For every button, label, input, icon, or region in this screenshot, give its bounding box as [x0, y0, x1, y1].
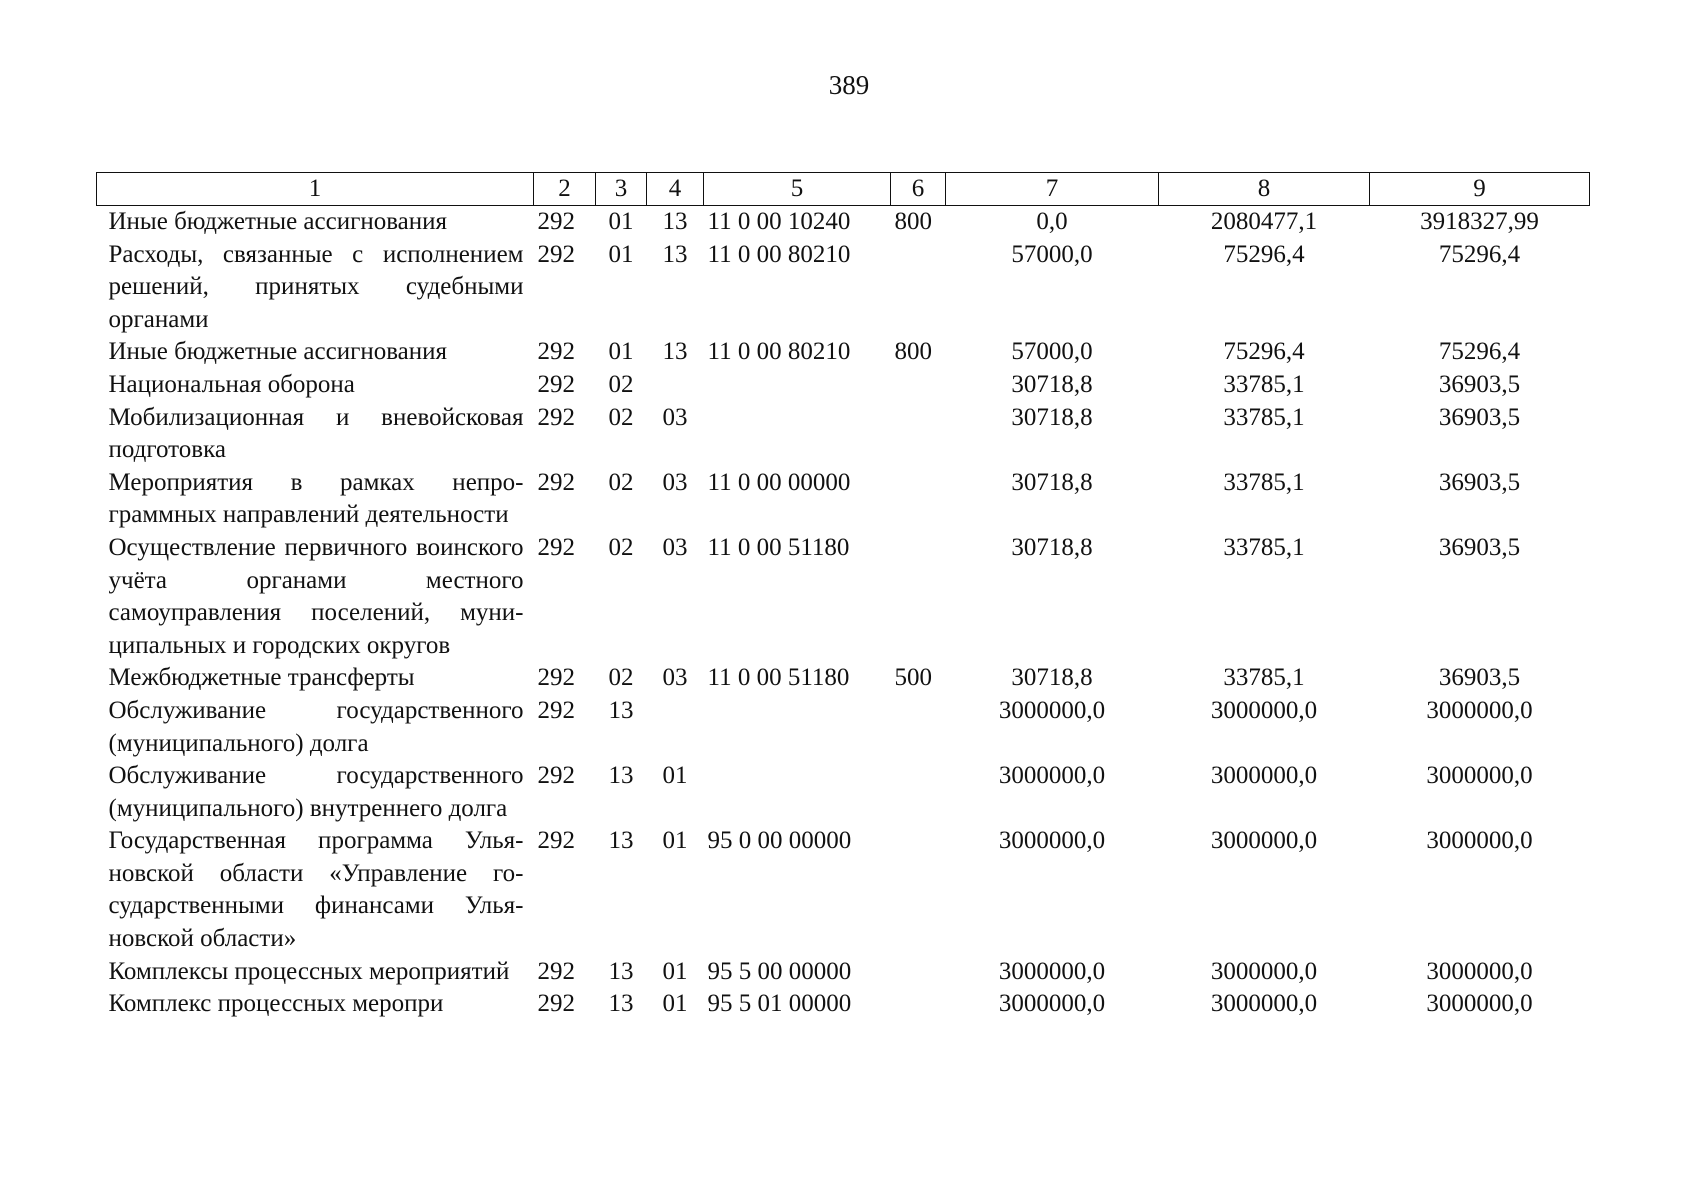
row-expense-type-cell: 800: [894, 338, 932, 366]
row-amount-col8-cell: 33785,1: [1223, 370, 1305, 398]
row-expense-type-cell: [891, 760, 946, 825]
row-amount-col8-cell: 3000000,0: [1210, 827, 1318, 855]
row-amount-col8-cell: 33785,1: [1223, 664, 1305, 692]
row-section-cell: 13: [608, 990, 634, 1018]
table-header-row: [97, 173, 1590, 206]
row-amount-col9-cell: 36903,5: [1438, 468, 1521, 496]
row-amount-col8-cell: 3000000,0: [1210, 957, 1318, 985]
table-row: [97, 402, 1590, 467]
row-amount-col9-cell: 75296,4: [1438, 338, 1521, 366]
row-expense-type-cell: [891, 467, 946, 532]
table-row: [97, 695, 1590, 760]
table-row: [97, 206, 1590, 239]
row-subsection-cell: 13: [662, 208, 688, 235]
row-amount-col9-cell: 36903,5: [1438, 403, 1521, 431]
row-subsection-cell: 03: [662, 468, 688, 496]
row-subsection-cell: 13: [662, 338, 688, 366]
row-section-cell: 01: [608, 208, 634, 235]
row-amount-col7-cell: 30718,8: [1011, 403, 1093, 431]
row-target-article-cell: [704, 369, 891, 402]
row-subsection-cell: 03: [662, 533, 688, 561]
row-amount-col7-cell: 3000000,0: [998, 696, 1106, 724]
row-name-cell: Иные бюджетные ассигнования: [108, 208, 448, 235]
row-expense-type-cell: [891, 402, 946, 467]
budget-table: [96, 172, 1590, 1021]
row-target-article-cell: 11 0 00 51180: [707, 533, 850, 561]
row-name-cell: Межбюджетные трансферты: [108, 664, 415, 692]
page-number: 389: [828, 70, 870, 100]
header-cell: 5: [704, 173, 891, 206]
row-target-article-cell: 11 0 00 80210: [707, 338, 851, 366]
row-name-cell: Иные бюджетные ассигнования: [108, 338, 448, 366]
header-cell: 9: [1370, 173, 1590, 206]
table-row: [97, 239, 1590, 337]
row-section-cell: 02: [608, 403, 634, 431]
row-section-cell: 01: [608, 240, 634, 268]
row-amount-col9-cell: 36903,5: [1438, 664, 1521, 692]
row-section-cell: 02: [608, 370, 634, 398]
row-code-cell: 292: [537, 240, 575, 268]
header-cell: 2: [534, 173, 596, 206]
row-amount-col9-cell: 3000000,0: [1426, 990, 1533, 1018]
row-target-article-cell: 11 0 00 00000: [707, 468, 851, 496]
header-cell: 8: [1159, 173, 1370, 206]
table-row: [97, 369, 1590, 402]
row-section-cell: 01: [608, 338, 634, 366]
row-subsection-cell: 03: [662, 664, 688, 692]
row-amount-col8-cell: 3000000,0: [1210, 696, 1318, 724]
row-amount-col8-cell: 75296,4: [1223, 240, 1305, 268]
row-section-cell: 13: [608, 827, 634, 855]
row-section-cell: 02: [608, 468, 634, 496]
header-cell: 3: [596, 173, 647, 206]
row-amount-col9-cell: 36903,5: [1438, 533, 1521, 561]
row-section-cell: 13: [608, 957, 634, 985]
row-expense-type-cell: [891, 239, 946, 337]
row-amount-col8-cell: 2080477,1: [1210, 208, 1318, 235]
header-cell: 1: [97, 173, 534, 206]
row-code-cell: 292: [537, 208, 575, 235]
row-code-cell: 292: [537, 762, 575, 790]
row-target-article-cell: [704, 760, 891, 825]
row-code-cell: 292: [537, 338, 575, 366]
row-amount-col7-cell: 3000000,0: [998, 762, 1106, 790]
row-section-cell: 02: [608, 533, 634, 561]
table-row: [97, 956, 1590, 989]
row-expense-type-cell: 500: [894, 664, 932, 692]
row-code-cell: 292: [537, 403, 575, 431]
row-expense-type-cell: [891, 695, 946, 760]
row-subsection-cell: 01: [662, 827, 688, 855]
row-target-article-cell: 95 5 01 00000: [707, 990, 852, 1018]
table-row: [97, 825, 1590, 955]
table-row: [97, 532, 1590, 662]
table-row: [97, 988, 1590, 1021]
row-code-cell: 292: [537, 533, 575, 561]
row-target-article-cell: 11 0 00 80210: [707, 240, 851, 268]
header-cell: 7: [946, 173, 1159, 206]
row-subsection-cell: 13: [662, 240, 688, 268]
row-amount-col8-cell: 75296,4: [1223, 338, 1305, 366]
row-amount-col9-cell: 36903,5: [1438, 370, 1521, 398]
table-row: [97, 760, 1590, 825]
row-subsection-cell: 01: [662, 762, 688, 790]
row-code-cell: 292: [537, 696, 575, 724]
row-amount-col9-cell: 75296,4: [1438, 240, 1521, 268]
header-cell: 6: [891, 173, 946, 206]
row-amount-col9-cell: 3000000,0: [1426, 762, 1533, 790]
row-expense-type-cell: [891, 532, 946, 662]
row-expense-type-cell: [891, 956, 946, 989]
row-expense-type-cell: [891, 988, 946, 1021]
row-expense-type-cell: [891, 369, 946, 402]
row-target-article-cell: 95 0 00 00000: [707, 827, 852, 855]
table-body: [97, 206, 1590, 1021]
row-name-cell: Обслуживание государственного (муниципального) внутреннего долга: [108, 762, 524, 822]
row-subsection-cell: 01: [662, 957, 688, 985]
row-target-article-cell: [704, 695, 891, 760]
row-amount-col8-cell: 33785,1: [1223, 403, 1305, 431]
row-amount-col7-cell: 0,0: [1036, 208, 1068, 235]
row-name-cell: Мобилизационная и вневойсковая подготовка: [108, 403, 524, 464]
row-amount-col8-cell: 33785,1: [1223, 468, 1305, 496]
row-target-article-cell: 11 0 00 51180: [707, 664, 850, 692]
row-code-cell: 292: [537, 468, 575, 496]
row-subsection-cell: [647, 369, 704, 402]
row-subsection-cell: [647, 695, 704, 760]
row-code-cell: 292: [537, 370, 575, 398]
row-code-cell: 292: [537, 827, 575, 855]
row-subsection-cell: 01: [662, 990, 688, 1018]
row-amount-col8-cell: 3000000,0: [1210, 762, 1318, 790]
row-amount-col7-cell: 3000000,0: [998, 990, 1106, 1018]
row-amount-col7-cell: 30718,8: [1011, 533, 1093, 561]
row-name-cell: Мероприятия в рамках непрограммных направлений деятельности: [108, 468, 524, 529]
row-amount-col7-cell: 3000000,0: [998, 957, 1106, 985]
row-amount-col9-cell: 3000000,0: [1426, 696, 1533, 724]
row-code-cell: 292: [537, 664, 575, 692]
row-name-cell: Осуществление первичного воинского учёта органами местного самоуправления поселений, муниципальных и городских округов: [108, 533, 524, 659]
row-amount-col9-cell: 3000000,0: [1426, 957, 1533, 985]
row-amount-col7-cell: 57000,0: [1011, 338, 1093, 366]
row-amount-col8-cell: 33785,1: [1223, 533, 1305, 561]
row-name-cell: Обслуживание государственного (муниципального) долга: [108, 696, 524, 757]
row-amount-col7-cell: 57000,0: [1011, 240, 1093, 268]
row-amount-col9-cell: 3000000,0: [1426, 827, 1533, 855]
row-target-article-cell: [704, 402, 891, 467]
row-amount-col7-cell: 30718,8: [1011, 468, 1093, 496]
row-name-cell: Комплекс процессных меропри: [108, 990, 444, 1018]
row-amount-col7-cell: 3000000,0: [998, 827, 1106, 855]
table-row: [97, 336, 1590, 369]
table-row: [97, 662, 1590, 695]
row-code-cell: 292: [537, 957, 575, 985]
row-target-article-cell: 95 5 00 00000: [707, 957, 852, 985]
row-section-cell: 13: [608, 762, 634, 790]
row-name-cell: Комплексы процессных мероприятий: [108, 957, 510, 985]
row-name-cell: Государственная программа Ульяновской области «Управление государственными финансами Ульяновской области»: [108, 827, 524, 953]
row-amount-col9-cell: 3918327,99: [1420, 208, 1539, 235]
header-cell: 4: [647, 173, 704, 206]
row-subsection-cell: 03: [662, 403, 688, 431]
row-expense-type-cell: 800: [894, 208, 932, 235]
row-section-cell: 02: [608, 664, 634, 692]
row-section-cell: 13: [608, 696, 634, 724]
row-name-cell: Национальная оборона: [108, 370, 355, 398]
row-expense-type-cell: [891, 825, 946, 955]
row-amount-col7-cell: 30718,8: [1011, 664, 1093, 692]
table-row: [97, 467, 1590, 532]
row-amount-col7-cell: 30718,8: [1011, 370, 1093, 398]
row-amount-col8-cell: 3000000,0: [1210, 990, 1318, 1018]
row-name-cell: Расходы, связанные с исполнением решений, принятых судебными органами: [108, 240, 524, 333]
row-code-cell: 292: [537, 990, 575, 1018]
row-target-article-cell: 11 0 00 10240: [707, 208, 851, 235]
